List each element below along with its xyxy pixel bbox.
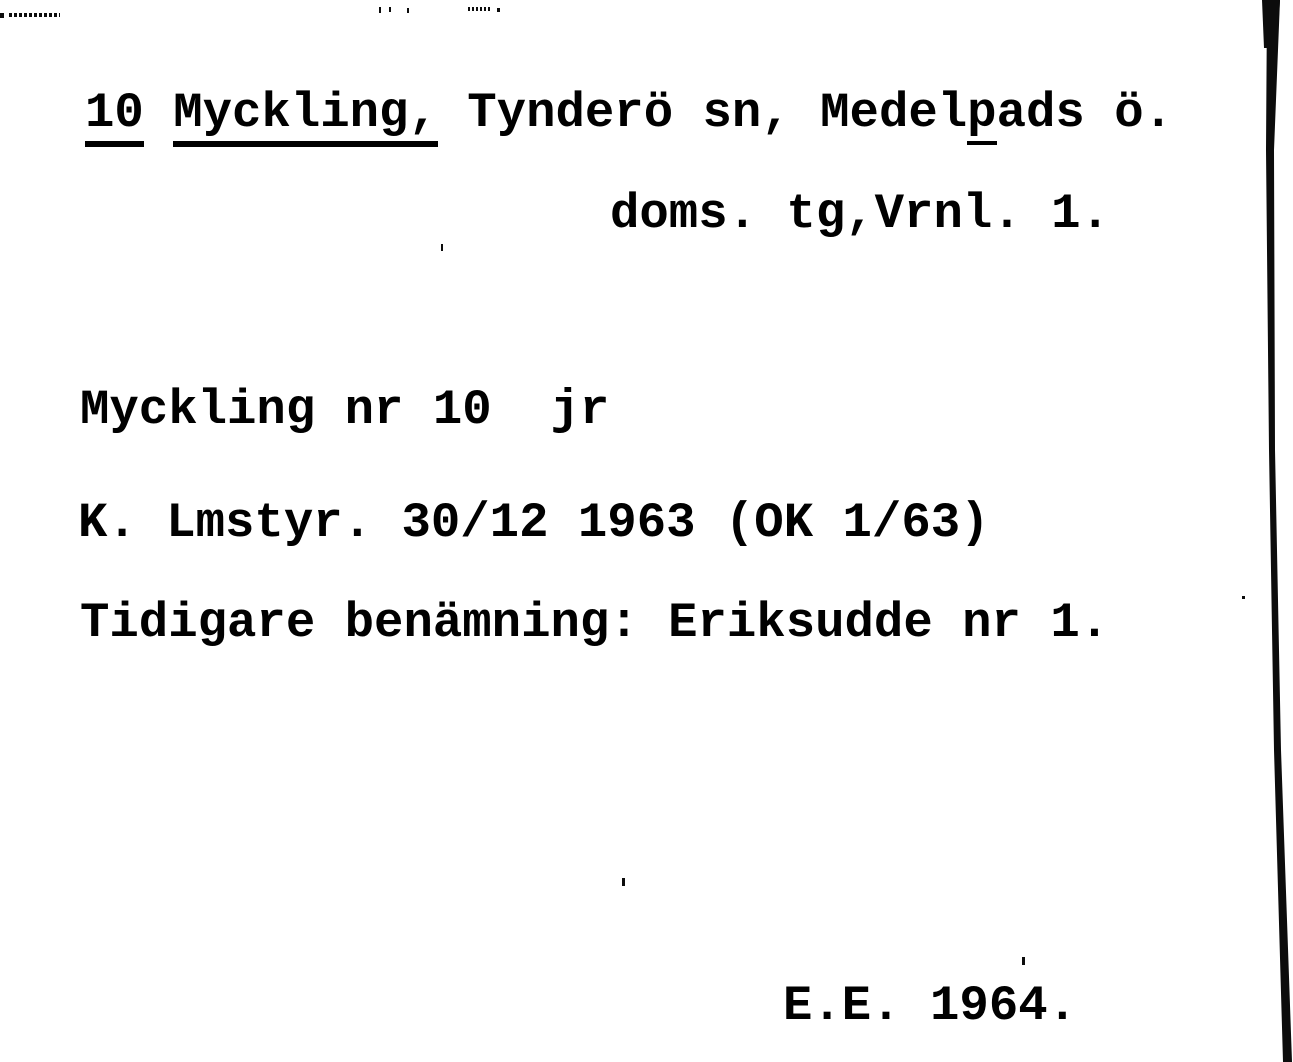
heading-location-tail: ads ö. — [996, 85, 1174, 141]
heading-location: Tynderö sn, Medel — [437, 85, 968, 141]
place-number: 10 — [85, 85, 144, 147]
entry-text: Myckling nr 10 jr — [80, 382, 610, 438]
heading-location-underscored-letter: p — [967, 85, 996, 145]
decision-text: K. Lmstyr. 30/12 1963 (OK 1/63) — [78, 495, 990, 551]
signature-text: E.E. 1964. — [783, 978, 1078, 1034]
place-name: Myckling, — [173, 85, 438, 147]
previous-name-text: Tidigare benämning: Eriksudde nr 1. — [80, 595, 1110, 651]
heading-continuation: doms. tg,Vrnl. 1. — [610, 186, 1110, 242]
